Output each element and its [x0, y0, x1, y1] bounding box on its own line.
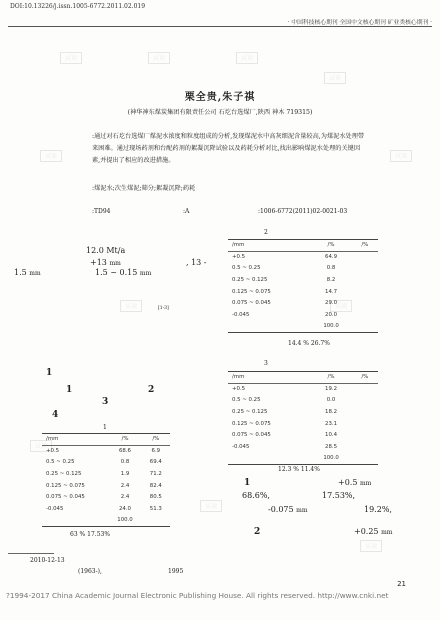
percent-192: 19.2%, [364, 505, 392, 514]
table-header: /% [361, 374, 369, 381]
table-row: 0.075 ~ 0.045 2.4 80.5 [46, 494, 162, 501]
table-row: 0.25 ~ 0.125 1.9 71.2 [46, 471, 162, 478]
subsection-1-1: 1 [66, 385, 73, 395]
watermark: 试读 [148, 52, 170, 64]
table-row: 0.125 ~ 0.075 14.7 [232, 288, 338, 295]
table-header: /mm [232, 374, 245, 381]
watermark: 试读 [200, 500, 222, 512]
size-d: 1.5 mm [14, 268, 41, 277]
authors: 栗全贵,朱子祺 [184, 92, 256, 103]
table-header: /% [152, 436, 160, 443]
received-date: 2010-12-13 [30, 557, 65, 564]
table-3-note: 12.3 % 11.4% [278, 466, 320, 473]
table-2-number: 2 [264, 229, 268, 236]
page-number: 21 [397, 580, 406, 588]
table-row: +0.5 64.9 [232, 254, 338, 261]
table-row: 100.0 [228, 453, 378, 465]
table-2-note: 14.4 % 26.7% [288, 340, 330, 347]
subsection-1-2: 2 [148, 385, 155, 395]
table-row: -0.045 20.0 [232, 311, 338, 318]
copyright-notice: ?1994-2017 China Academic Journal Electronic Publishing House. All rights reserved. http://www.cnki.net [6, 591, 389, 600]
watermark: 试读 [30, 440, 52, 452]
table-row: 0.125 ~ 0.075 2.4 82.4 [46, 482, 162, 489]
watermark: 试读 [324, 72, 346, 84]
table-header: /% [327, 242, 335, 249]
table-row: 0.125 ~ 0.075 23.1 [232, 420, 338, 427]
table-row: 0.075 ~ 0.045 29.0 [232, 300, 338, 307]
table-row: 0.25 ~ 0.125 8.2 [232, 277, 336, 284]
table-header: /mm [232, 242, 245, 249]
subsection-1-3: 3 [102, 397, 109, 407]
document-code: :A [183, 208, 190, 215]
table-row: -0.045 24.0 51.3 [46, 505, 162, 512]
table-1 [42, 433, 170, 527]
doi-line: DOI:10.13226/j.issn.1005-6772.2011.02.019 [10, 3, 146, 10]
percent-1753: 17.53%, [322, 491, 356, 500]
paragraph-marker-2: 2 [254, 527, 261, 537]
size-plus-025: +0.25 mm [354, 527, 393, 536]
watermark: 试读 [40, 150, 62, 162]
table-row: +0.5 19.2 [232, 386, 338, 393]
table-row: 0.075 ~ 0.045 10.4 [232, 432, 338, 439]
keywords: :煤泥水;次生煤泥;筛分;絮凝沉降;药耗 [92, 185, 196, 192]
size-c: , 13 - [186, 258, 207, 267]
table-3-number: 3 [264, 360, 268, 367]
journal-tags: · 中国科技核心期刊 全国中文核心期刊 矿业类核心期刊 · [287, 20, 432, 26]
watermark: 试读 [330, 300, 352, 312]
table-row: -0.045 28.5 [232, 443, 338, 450]
header-divider [8, 26, 432, 27]
size-b: +13 mm [90, 258, 121, 267]
table-row: 0.5 ~ 0.25 0.8 [232, 265, 336, 272]
capacity: 12.0 Mt/a [86, 246, 126, 255]
paragraph-marker: 1 [244, 478, 251, 488]
table-row: 100.0 [42, 515, 170, 527]
classification-code: :TD94 [92, 208, 111, 215]
article-id: :1006-6772(2011)02-0021-03 [258, 208, 348, 215]
watermark: 试读 [236, 52, 258, 64]
author-bio-year2: 1995 [168, 568, 184, 575]
abstract: :通过对石圪台选煤厂煤泥水浓度和粒度组成的分析,发现煤泥水中高灰细泥含量较高,为煤泥水处理带来困难。通过现场药剂和台配药剂的絮凝沉降试验以及药耗分析对比,找出影响煤泥水处理的关键因素,并提出了相应的改进措施。 [92, 133, 365, 164]
table-row: 0.25 ~ 0.125 18.2 [232, 409, 338, 416]
table-1-note: 63 % 17.53% [70, 531, 111, 538]
table-header: /% [121, 436, 129, 443]
subsection-1-4: 4 [52, 410, 59, 420]
watermark: 试读 [60, 52, 82, 64]
table-2 [228, 239, 378, 333]
affiliation: (神华神东煤炭集团有限责任公司 石圪台选煤厂,陕西 神木 719315) [127, 109, 313, 116]
table-row: 0.5 ~ 0.25 0.0 [232, 397, 336, 404]
reference-mark: [1-3] [158, 306, 169, 311]
footnote-divider [8, 553, 54, 554]
watermark: 试读 [120, 300, 142, 312]
table-row: 100.0 [228, 321, 378, 333]
table-1-number: 1 [103, 424, 107, 431]
table-row: +0.5 68.6 6.9 [46, 448, 161, 455]
author-bio-year: (1963-), [78, 568, 102, 575]
watermark: 试读 [390, 150, 412, 162]
table-row: 0.5 ~ 0.25 0.8 69.4 [46, 459, 162, 466]
table-header: /% [327, 374, 335, 381]
size-minus-0075: -0.075 mm [268, 505, 308, 514]
table-3 [228, 371, 378, 465]
watermark: 试读 [360, 540, 382, 552]
section-1-heading: 1 [46, 368, 53, 378]
size-plus-05: +0.5 mm [338, 478, 372, 487]
percent-686: 68.6%, [242, 491, 270, 500]
table-header: /mm [46, 436, 59, 443]
size-e: 1.5 ~ 0.15 mm [95, 268, 152, 277]
table-header: /% [361, 242, 369, 249]
